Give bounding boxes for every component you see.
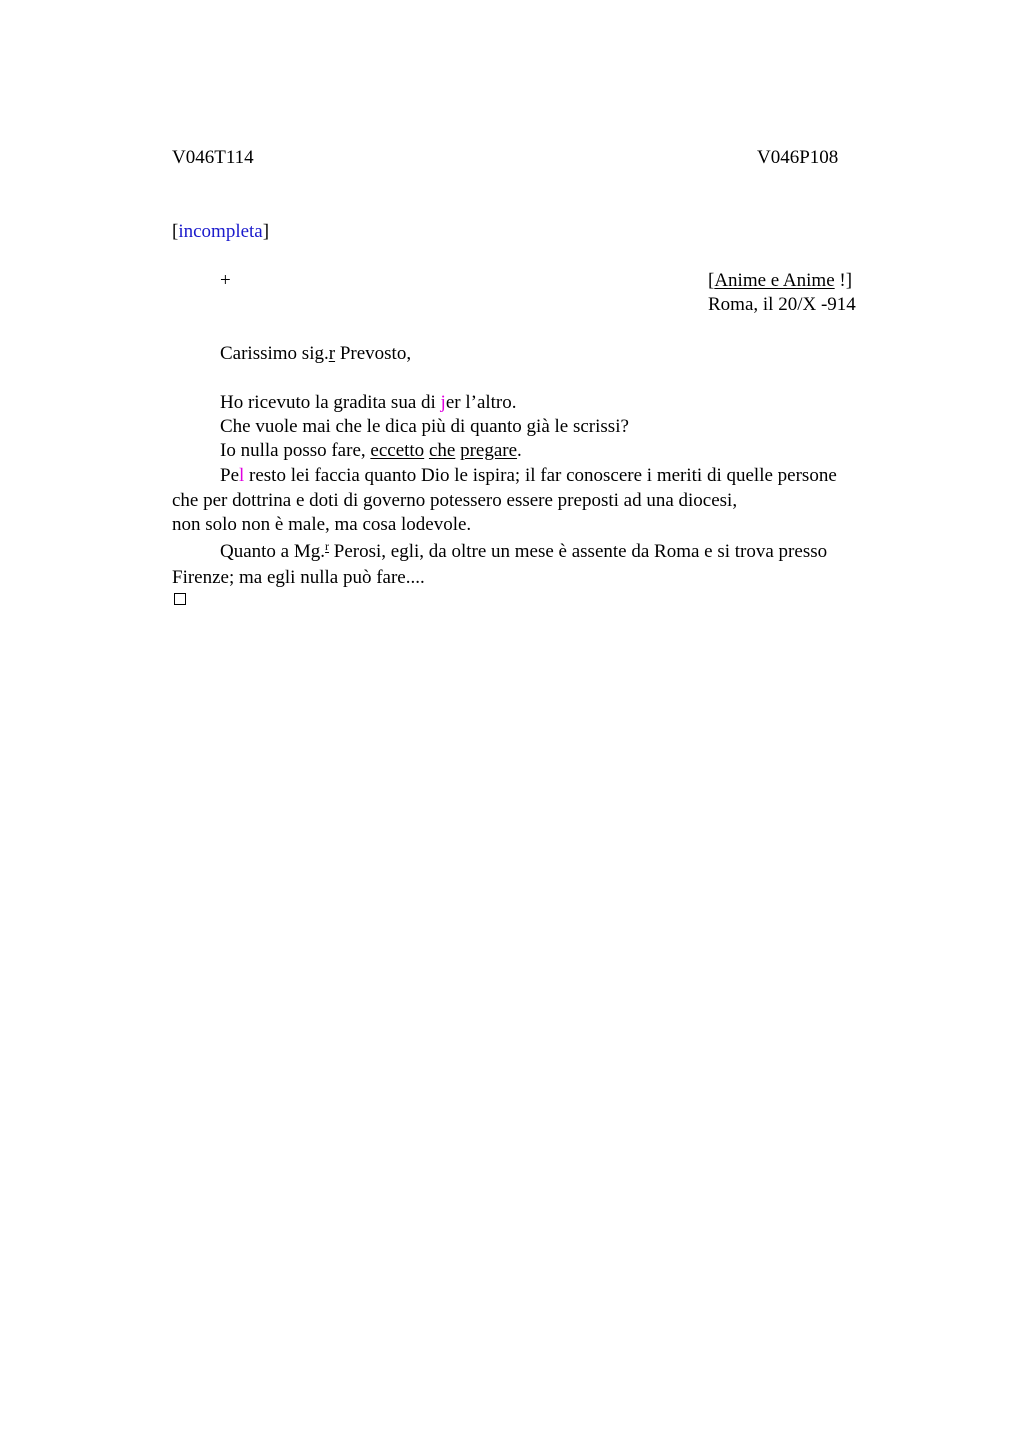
document-code-right: V046P108 — [757, 147, 839, 168]
heading-open-bracket: [ — [708, 270, 715, 291]
line3-word-eccetto: eccetto — [370, 440, 425, 461]
document-code-left: V046T114 — [172, 147, 254, 168]
para4-before: Pe — [220, 465, 239, 486]
body-para-5-line-1 — [220, 540, 827, 564]
status-text: incompleta — [178, 221, 263, 242]
para5-before: Quanto a Mg. — [220, 541, 326, 562]
line3-before: Io nulla posso fare, — [220, 440, 371, 461]
body-line-1 — [220, 391, 517, 415]
line1-before: Ho ricevuto la gradita sua di — [220, 392, 441, 413]
line1-after: er l’altro. — [445, 392, 517, 413]
salutation-after: Prevosto, — [335, 343, 412, 364]
body-para-5-line-2: Firenze; ma egli nulla può fare.... — [172, 567, 425, 588]
salutation-abbr: r — [328, 343, 336, 364]
letter-heading — [708, 269, 852, 293]
place-date: Roma, il 20/X -914 — [708, 294, 856, 315]
status-label — [172, 220, 269, 244]
line3-word-pregare: pregare — [460, 440, 518, 461]
para5-abbr: r — [325, 539, 330, 553]
line3-word-che: che — [428, 440, 456, 461]
salutation-before: Carissimo sig. — [220, 343, 329, 364]
body-para-4-line-3: non solo non è male, ma cosa lodevole. — [172, 514, 472, 535]
cross-mark: + — [220, 270, 231, 291]
body-para-4-line-2: che per dottrina e doti di governo potessero essere preposti ad una diocesi, — [172, 490, 738, 511]
heading-title: Anime e Anime — [714, 270, 835, 291]
body-line-2: Che vuole mai che le dica più di quanto già le scrissi? — [220, 416, 629, 437]
para4-after: resto lei faccia quanto Dio le ispira; il far conoscere i meriti di quelle persone — [244, 465, 837, 486]
para4-highlight: l — [239, 465, 245, 486]
line1-highlight: j — [440, 392, 446, 413]
body-para-4-line-1 — [220, 464, 837, 488]
end-square-icon — [174, 593, 186, 605]
salutation — [220, 342, 411, 366]
status-close-bracket: ] — [262, 221, 270, 242]
status-open-bracket: [ — [172, 221, 179, 242]
para5-after: Perosi, egli, da oltre un mese è assente da Roma e si trova presso — [329, 541, 828, 562]
body-line-3 — [220, 439, 522, 463]
heading-close: !] — [834, 270, 853, 291]
line3-end: . — [517, 440, 522, 461]
